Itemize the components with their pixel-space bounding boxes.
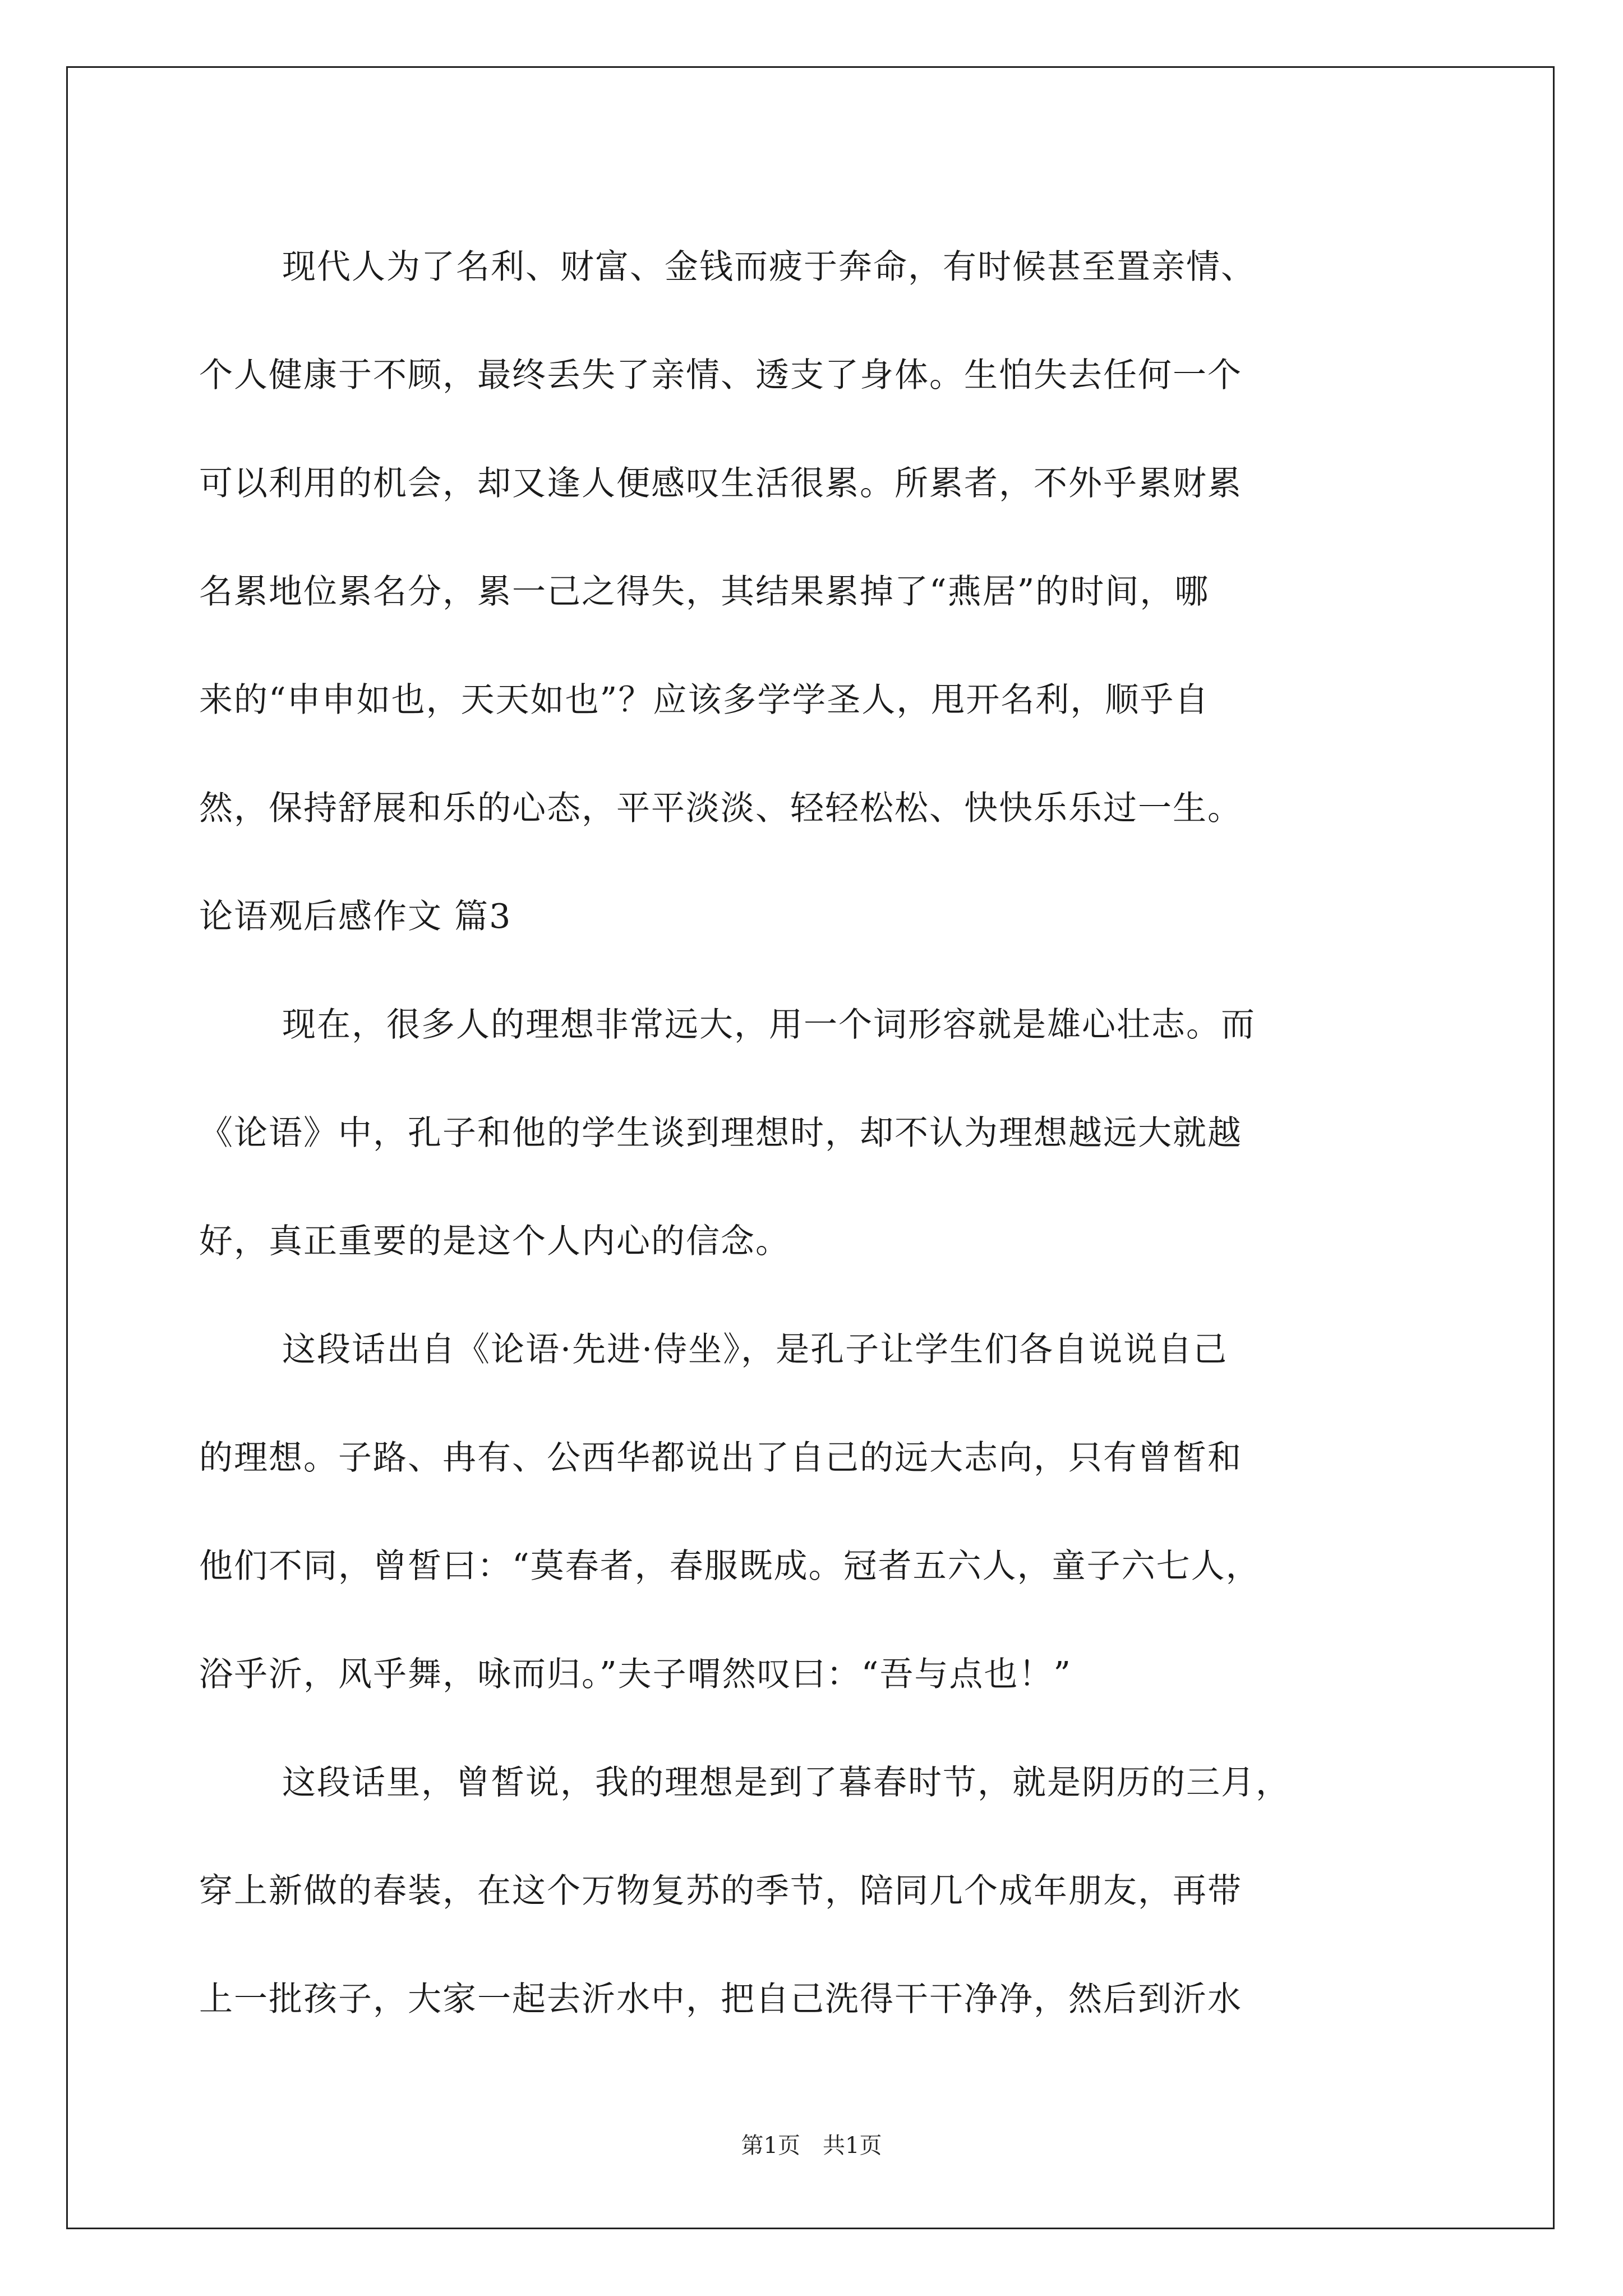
text-line: 浴乎沂，风乎舞，咏而归。”夫子喟然叹曰：“吾与点也！” [199,1655,1072,1694]
text-line: 然，保持舒展和乐的心态，平平淡淡、轻轻松松、快快乐乐过一生。 [199,789,1242,828]
text-line: 他们不同，曾皙曰：“莫春者，春服既成。冠者五六人，童子六七人， [199,1547,1261,1586]
document-body [199,213,1433,2054]
text-line: 来的“申申如也，天天如也”？应该多学学圣人，甩开名利，顺乎自 [199,680,1210,720]
page-number-footer: 第1页 共1页 [741,2133,882,2159]
text-line: 现代人为了名利、财富、金钱而疲于奔命，有时候甚至置亲情、 [282,247,1256,287]
text-line: 穿上新做的春装，在这个万物复苏的季节，陪同几个成年朋友，再带 [199,1871,1242,1911]
text-line: 这段话里，曾皙说，我的理想是到了暮春时节，就是阴历的三月， [282,1763,1290,1802]
text-line: 好，真正重要的是这个人内心的信念。 [199,1222,790,1261]
text-line: 可以利用的机会，却又逢人便感叹生活很累。所累者，不外乎累财累 [199,464,1242,503]
text-line: 个人健康于不顾，最终丢失了亲情、透支了身体。生怕失去任何一个 [199,356,1242,395]
text-line: 现在，很多人的理想非常远大，用一个词形容就是雄心壮志。而 [282,1005,1256,1045]
text-line: 上一批孩子，大家一起去沂水中，把自己洗得干干净净，然后到沂水 [199,1980,1242,2019]
text-line: 《论语》中，孔子和他的学生谈到理想时，却不认为理想越远大就越 [199,1114,1242,1153]
text-line: 这段话出自《论语·先进·侍坐》，是孔子让学生们各自说说自己 [282,1330,1228,1369]
section-heading: 论语观后感作文 篇3 [199,897,512,936]
text-line: 名累地位累名分，累一己之得失，其结果累掉了“燕居”的时间，哪 [199,572,1210,611]
text-line: 的理想。子路、冉有、公西华都说出了自己的远大志向，只有曾皙和 [199,1438,1242,1478]
